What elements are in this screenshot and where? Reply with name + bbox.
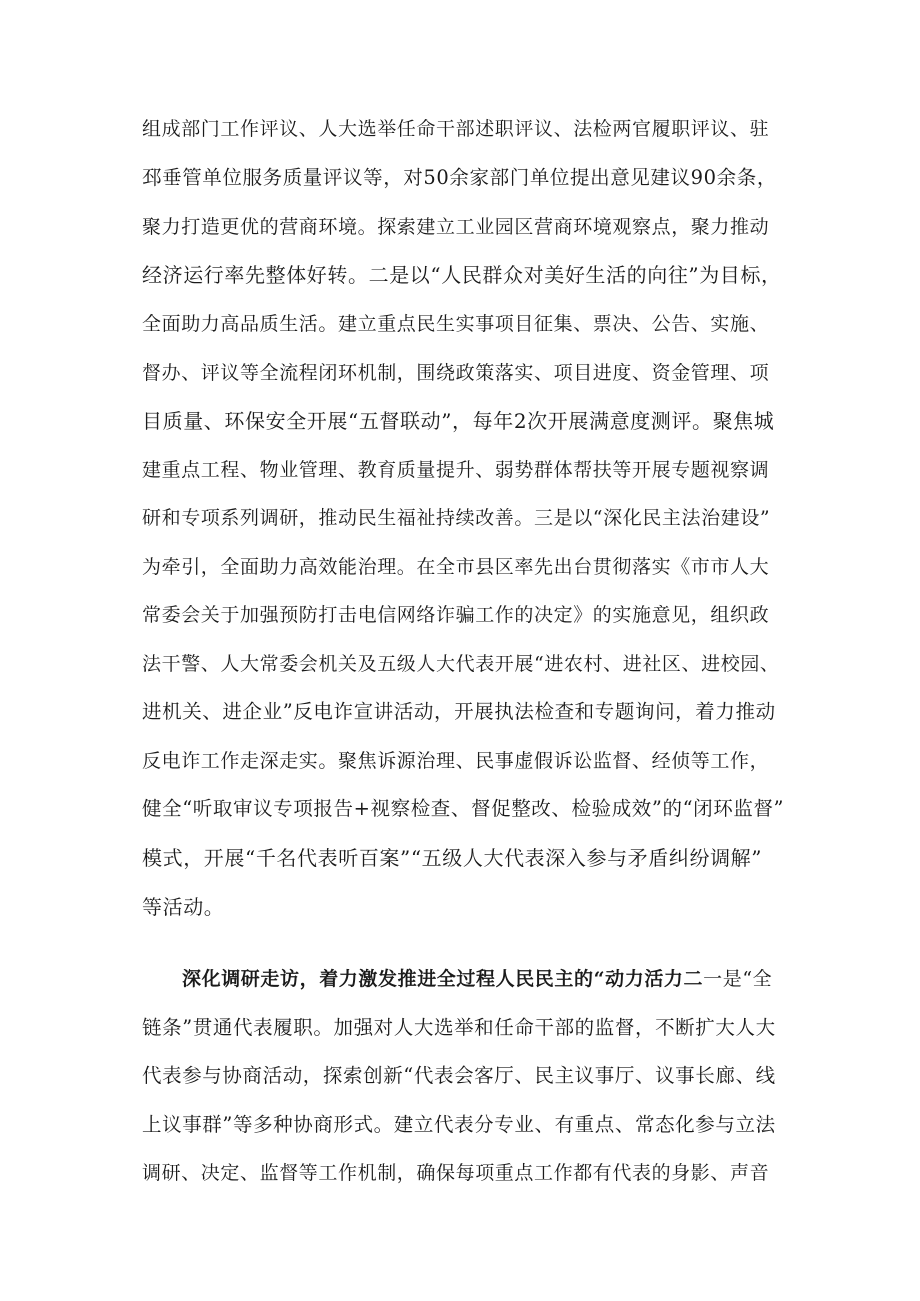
paragraph2-heading: 深化调研走访，着力激发推进全过程人民民主的“动力活力二	[182, 968, 704, 990]
paragraph2-line: 代表参与协商活动，探索创新“代表会客厅、民主议事厅、议事长廊、线	[142, 1064, 776, 1087]
paragraph1-line: 常委会关于加强预防打击电信网络诈骗工作的决定》的实施意见，组织政	[142, 604, 770, 626]
paragraph1-line: 进机关、进企业”反电诈宣讲活动，开展执法检查和专题询问，着力推动	[142, 700, 776, 723]
paragraph1-line: 法干警、人大常委会机关及五级人大代表开展“进农村、进社区、进校园、	[142, 653, 780, 675]
paragraph1-line: 全面助力高品质生活。建立重点民生实事项目征集、票决、公告、实施、	[142, 313, 770, 335]
paragraph1-line: 督办、评议等全流程闭环机制，围绕政策落实、项目进度、资金管理、项	[142, 362, 770, 384]
paragraph1-line: 健全“听取审议专项报告+视察检查、督促整改、检验成效”的“闭环监督”	[142, 797, 785, 820]
paragraph1-line: 目质量、环保安全开展“五督联动”，每年2次开展满意度测评。聚焦城	[142, 409, 775, 433]
paragraph2-line: 调研、决定、监督等工作机制，确保每项重点工作都有代表的身影、声音	[142, 1162, 770, 1184]
paragraph1-line: 组成部门工作评议、人大选举任命干部述职评议、法检两官履职评议、驻	[142, 118, 770, 140]
paragraph2-first-line-rest: 一是“全	[703, 968, 773, 990]
paragraph2-first-line	[182, 967, 772, 991]
paragraph1-line: 建重点工程、物业管理、教育质量提升、弱势群体帮扶等开展专题视察调	[142, 459, 770, 481]
paragraph1-line: 反电诈工作走深走实。聚焦诉源治理、民事虚假诉讼监督、经侦等工作，	[142, 750, 770, 772]
paragraph2-line: 上议事群”等多种协商形式。建立代表分专业、有重点、常态化参与立法	[142, 1113, 776, 1136]
paragraph1-line: 聚力打造更优的营商环境。探索建立工业园区营商环境观察点，聚力推动	[142, 216, 770, 238]
paragraph2-line: 链条”贯通代表履职。加强对人大选举和任命干部的监督，不断扩大人大	[142, 1016, 776, 1039]
paragraph1-line: 经济运行率先整体好转。二是以“人民群众对美好生活的向往”为目标，	[142, 263, 782, 287]
paragraph1-line: 研和专项系列调研，推动民生福祉持续改善。三是以“深化民主法治建设”	[142, 507, 771, 529]
paragraph1-line: 等活动。	[142, 895, 225, 919]
paragraph1-line: 邳垂管单位服务质量评议等，对50余家部门单位提出意见建议90余条，	[142, 166, 777, 189]
paragraph1-line: 为牵引，全面助力高效能治理。在全市县区率先出台贯彻落实《市市人大	[142, 556, 770, 578]
paragraph1-line: 模式，开展“千名代表听百案”“五级人大代表深入参与矛盾纠纷调解”	[142, 846, 763, 870]
